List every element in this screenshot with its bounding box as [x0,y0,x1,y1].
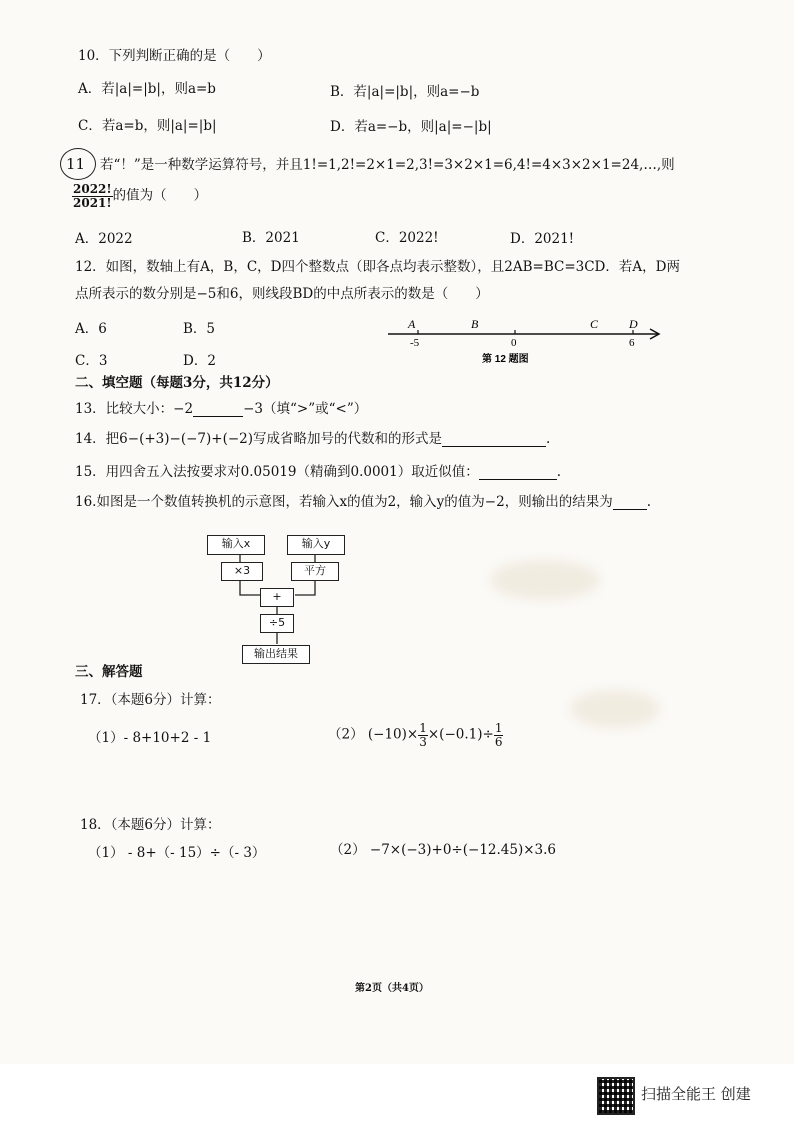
q17-stem: 17．（本题6分）计算： [80,692,221,708]
tick-label-minus5: -5 [410,337,420,349]
q11-option-c: C．2022! [375,230,439,246]
output-box: 输出结果 [242,645,310,664]
q11-option-b: B．2021 [242,230,300,246]
section-fill-blank-heading: 二、填空题（每题3分，共12分） [75,375,279,391]
figure-caption: 第 12 题图 [482,354,529,365]
page-number: 第2页（共4页） [355,983,429,994]
q10-stem: 10．下列判断正确的是（ ） [78,48,271,64]
tick-label-6: 6 [629,337,635,349]
q17-part2: （2） (−10)× $\frac{1}{3}$ ×(−0.1)÷ $\frac{1}{6}$ [328,721,503,749]
q15: 15．用四舍五入法按要求对0.05019（精确到0.0001）取近似值： . [75,464,562,480]
q11-option-d: D．2021! [510,231,575,247]
q17-part1: （1）- 8+10+2 - 1 [88,730,212,746]
number-line-figure [380,312,670,372]
qr-code-icon [597,1077,635,1115]
section-solution-heading: 三、解答题 [75,664,143,680]
divide5-box: ÷5 [260,614,294,633]
q11-question-line: $\frac{2022!}{2021!}$ 的值为（ ） [73,182,208,210]
scanner-watermark-text: 扫描全能王 创建 [641,1085,751,1103]
q10-option-c: C．若a=b，则|a|=|b| [78,118,217,134]
point-c-label: C [590,317,599,331]
q13: 13．比较大小：−2 −3（填“>”或“<”） [75,401,368,417]
q12-option-c: C．3 [75,353,108,369]
q12-option-a: A．6 [75,321,107,337]
q12-stem-line1: 12．如图，数轴上有A，B，C，D四个整数点（即各点均表示整数），且2AB=BC=3CD．若A，D两 [75,259,680,275]
point-b-label: B [471,317,479,331]
q16: 16.如图是一个数值转换机的示意图，若输入x的值为2，输入y的值为−2，则输出的结果为 . [75,494,651,510]
q11-fraction: $\frac{2022!}{2021!}$ [73,182,112,210]
tick-label-0: 0 [511,337,517,349]
q14: 14．把6−(+3)−(−7)+(−2)写成省略加号的代数和的形式是 . [75,431,551,447]
q11-number: 11 [66,155,86,173]
input-y-box: 输入y [287,535,345,555]
q12-option-d: D．2 [183,353,216,369]
q12-stem-line2: 点所表示的数分别是−5和6，则线段BD的中点所表示的数是（ ） [75,286,489,302]
square-box: 平方 [291,562,339,581]
point-a-label: A [408,317,416,331]
point-d-label: D [629,317,638,331]
q12-option-b: B．5 [183,321,216,337]
q10-option-a: A．若|a|=|b|，则a=b [78,81,216,97]
input-x-box: 输入x [207,535,265,555]
paper-stain [490,560,600,600]
paper-stain [570,690,660,728]
q10-option-d: D．若a=−b，则|a|=−|b| [330,119,492,135]
q18-part1: （1） - 8+（- 15）÷（- 3） [88,845,266,861]
q10-option-b: B．若|a|=|b|，则a=−b [330,84,480,100]
q18-stem: 18．（本题6分）计算： [80,817,221,833]
q11-stem: 若“！”是一种数学运算符号，并且1!=1,2!=2×1=2,3!=3×2×1=6,4!=4×3×2×1=24,…,则 [100,157,675,173]
q11-option-a: A．2022 [75,231,133,247]
plus-box: + [260,588,294,607]
times3-box: ×3 [221,562,263,581]
q18-part2: （2） −7×(−3)+0÷(−12.45)×3.6 [330,842,557,858]
